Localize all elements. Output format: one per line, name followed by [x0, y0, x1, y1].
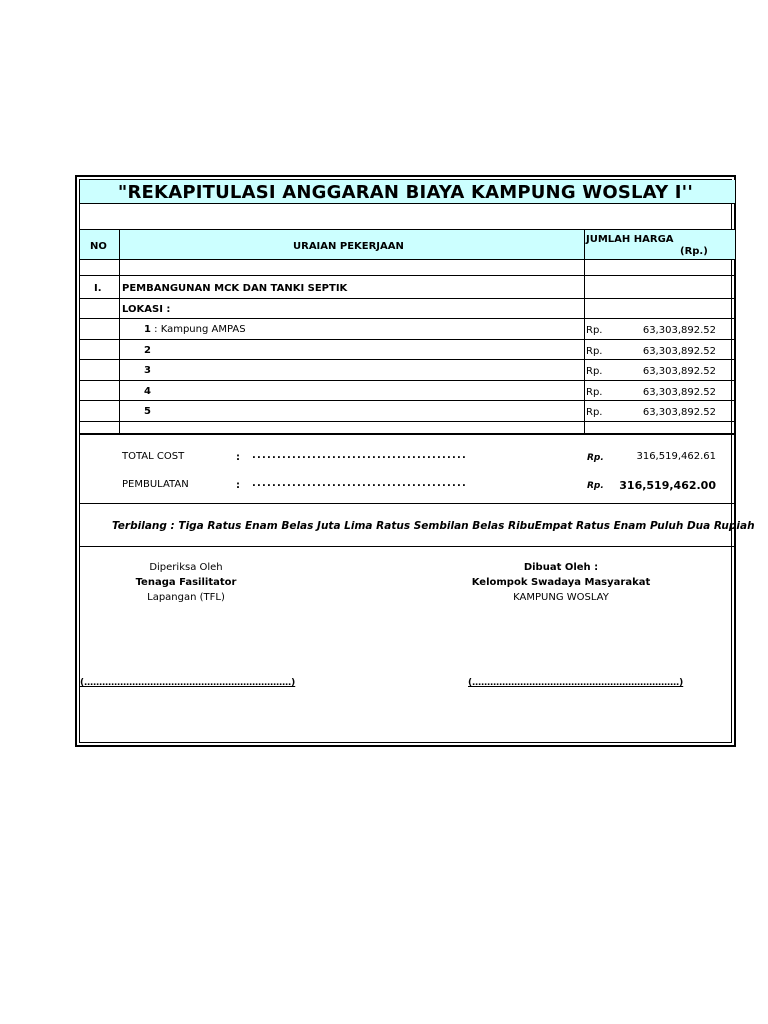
list-item: [144, 345, 151, 356]
row-no: 4: [144, 386, 151, 397]
divider: [80, 380, 735, 381]
total-label: TOTAL COST: [122, 451, 185, 462]
divider: [80, 298, 735, 299]
round-amount: 316,519,462.00: [619, 479, 716, 492]
divider: [80, 203, 735, 204]
row-amount: 63,303,892.52: [642, 325, 716, 336]
divider: [80, 275, 735, 276]
divider: [80, 503, 735, 504]
round-dots: ...........................................: [252, 478, 467, 489]
terbilang-text: Terbilang : Tiga Ratus Enam Belas Juta Lima Ratus Sembilan Belas RibuEmpat Ratus Enam Puluh Dua Rupiah: [112, 520, 755, 532]
list-item: [144, 324, 246, 335]
round-colon: :: [236, 480, 240, 491]
page-title: "REKAPITULASI ANGGARAN BIAYA KAMPUNG WOSLAY I'': [117, 182, 694, 203]
header-uraian: URAIAN PEKERJAAN: [293, 241, 404, 252]
section-no: I.: [94, 283, 102, 294]
total-cur: Rp.: [587, 453, 604, 463]
sign-right-line2: Kelompok Swadaya Masyarakat: [471, 577, 651, 588]
row-desc: : Kampung AMPAS: [150, 324, 246, 335]
list-item: [144, 386, 151, 397]
divider: [80, 318, 735, 319]
round-cur: Rp.: [587, 481, 604, 491]
divider: [80, 259, 735, 260]
row-no: 2: [144, 345, 151, 356]
recap-table: [75, 175, 755, 747]
total-amount: 316,519,462.61: [636, 451, 716, 462]
row-amount: 63,303,892.52: [642, 366, 716, 377]
header-jumlah: JUMLAH HARGA: [586, 234, 674, 245]
divider: [80, 400, 735, 401]
table-inner-border: [79, 179, 755, 743]
col-line: [584, 230, 585, 435]
row-amount: 63,303,892.52: [642, 387, 716, 398]
divider: [80, 359, 735, 360]
sign-right-line3: KAMPUNG WOSLAY: [513, 592, 609, 603]
sign-left-line2: Tenaga Fasilitator: [135, 577, 237, 588]
row-amount: 63,303,892.52: [642, 407, 716, 418]
divider: [80, 421, 735, 422]
lokasi-label: LOKASI :: [122, 304, 171, 315]
total-dots: ...........................................: [252, 450, 467, 461]
row-no: 5: [144, 406, 151, 417]
sign-right-line: (……………………………………………………………): [468, 678, 684, 688]
divider: [80, 433, 735, 435]
round-label: PEMBULATAN: [122, 479, 189, 490]
total-colon: :: [236, 452, 240, 463]
row-cur: Rp.: [586, 366, 603, 377]
list-item: [144, 365, 151, 376]
row-no: 3: [144, 365, 151, 376]
col-line: [119, 230, 120, 435]
row-cur: Rp.: [586, 387, 603, 398]
list-item: [144, 406, 151, 417]
header-no: NO: [90, 241, 107, 252]
sign-right-line1: Dibuat Oleh :: [523, 562, 599, 573]
divider: [80, 339, 735, 340]
row-cur: Rp.: [586, 407, 603, 418]
section-title: PEMBANGUNAN MCK DAN TANKI SEPTIK: [122, 283, 348, 294]
row-no: 1: [144, 324, 151, 335]
sign-left-line1: Diperiksa Oleh: [149, 562, 223, 573]
sign-left-line3: Lapangan (TFL): [147, 592, 225, 603]
row-cur: Rp.: [586, 325, 603, 336]
divider: [80, 546, 735, 547]
row-amount: 63,303,892.52: [642, 346, 716, 357]
row-cur: Rp.: [586, 346, 603, 357]
sign-left-line: (……………………………………………………………): [80, 678, 296, 688]
header-rp: (Rp.): [680, 246, 708, 257]
